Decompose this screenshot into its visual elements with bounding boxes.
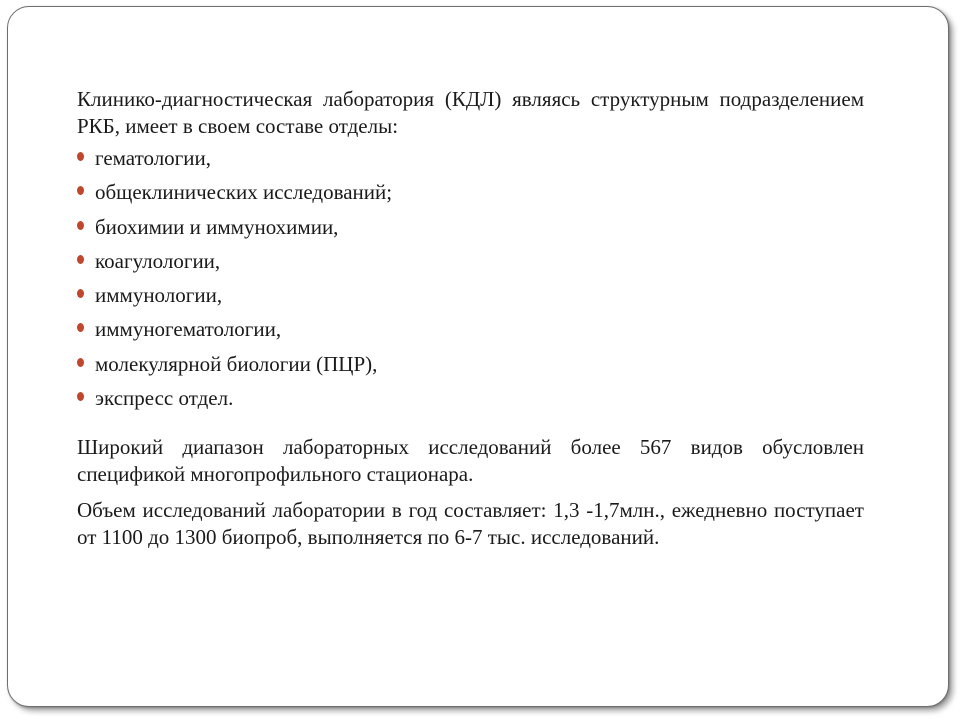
department-item bbox=[77, 316, 864, 350]
bullet-dot-icon bbox=[77, 392, 84, 401]
bullet-dot-icon bbox=[77, 289, 84, 298]
department-label: биохимии и иммунохимии, bbox=[95, 214, 339, 239]
department-item bbox=[77, 248, 864, 282]
bullet-dot-icon bbox=[77, 152, 84, 161]
bullet-dot-icon bbox=[77, 221, 84, 230]
department-label: экспресс отдел. bbox=[95, 386, 234, 411]
department-label: общеклинических исследований; bbox=[95, 180, 393, 205]
research-volume-paragraph: Объем исследований лаборатории в год составляет: 1,3 -1,7млн., ежедневно поступает от 1100 до 1300 биопроб, выполняется по 6-7 тыс. исследований. bbox=[77, 498, 864, 550]
department-item bbox=[77, 385, 864, 419]
department-item bbox=[77, 351, 864, 385]
research-range-paragraph: Широкий диапазон лабораторных исследований более 567 видов обусловлен спецификой многопрофильного стационара. bbox=[77, 435, 864, 487]
department-label: коагулологии, bbox=[95, 248, 221, 273]
bullet-dot-icon bbox=[77, 358, 84, 367]
department-item bbox=[77, 214, 864, 248]
bullet-dot-icon bbox=[77, 186, 84, 195]
slide-content bbox=[77, 86, 864, 551]
department-item bbox=[77, 145, 864, 179]
intro-paragraph: Клинико-диагностическая лаборатория (КДЛ) являясь структурным подразделением РКБ, имеет в своем составе отделы: bbox=[77, 87, 864, 138]
department-label: молекулярной биологии (ПЦР), bbox=[95, 351, 378, 376]
bullet-dot-icon bbox=[77, 255, 84, 264]
departments-list bbox=[77, 145, 864, 419]
department-item bbox=[77, 179, 864, 213]
bullet-dot-icon bbox=[77, 323, 84, 332]
department-label: иммуногематологии, bbox=[95, 317, 282, 342]
department-label: иммунологии, bbox=[95, 283, 223, 308]
department-item bbox=[77, 282, 864, 316]
department-label: гематологии, bbox=[95, 146, 212, 170]
